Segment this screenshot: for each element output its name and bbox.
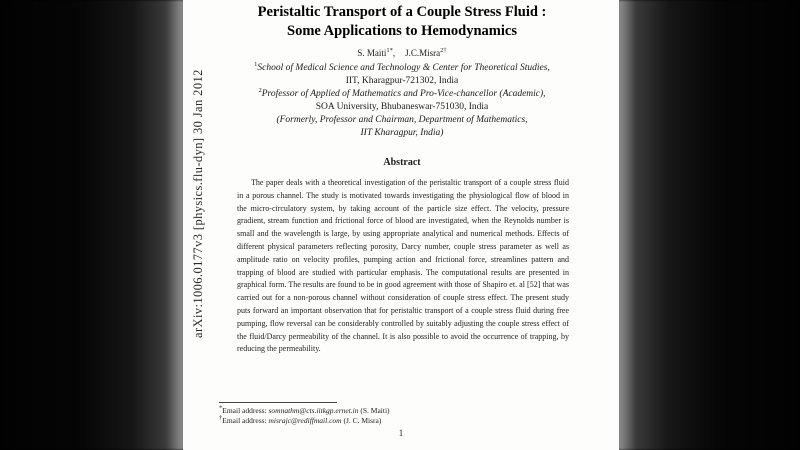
footnote-2-marker: †: [219, 414, 223, 421]
affiliation-2-line-1: $^2$Professor of Applied of Mathematics and Pro-Vice-chancellor (Academic),: [258, 86, 546, 99]
page-number: 1: [398, 428, 404, 438]
affiliation-1-line-1: $^1$School of Medical Science and Technology & Center for Theoretical Studies,: [254, 60, 550, 73]
footnote-2: †Email address: misrajc@rediffmail.com (J. C. Misra): [219, 414, 382, 425]
affiliation-1-line-2: IIT, Kharagpur-721302, India: [345, 76, 459, 86]
arxiv-sidebar-stamp: arXiv:1006.0177v3 [physics.flu-dyn] 30 Jan 2012: [191, 69, 205, 338]
affiliations-block: [219, 62, 585, 140]
dark-backdrop-right: [618, 0, 800, 450]
abstract-body: The paper deals with a theoretical investigation of the peristaltic transport of a couple stress fluid in a porous channel. The study is motivated towards investigating the physiological flow of blood in the micro-circulatory system, by taking account of the particle size effect. The velocity, pressure gradient, stream function and frictional force of blood are investigated, when the Reynolds number is small and the wavelength is large, by using appropriate analytical and numerical methods. Effects of different physical parameters reflecting porosity, Darcy number, couple stress parameter as well as amplitude ratio on velocity profiles, pumping action and frictional force, streamlines pattern and trapping of blood are studied with particular emphasis. The computational results are presented in graphical form. The results are found to be in good agreement with those of Shapiro et. al [52] that was carried out for a non-porous channel without consideration of couple stress effect. The present study puts forward an important observation that for peristaltic transport of a couple stress fluid during free pumping, flow reversal can be considerably controlled by suitably adjusting the couple stress effect of the fluid/Darcy permeability of the channel. It is also possible to avoid the occurrence of trapping, by reducing the permeability.: [237, 178, 569, 354]
footnote-2-email: misrajc@rediffmail.com: [268, 415, 342, 425]
affiliation-2-superscript: 2: [258, 86, 262, 94]
affiliation-2-line-2: SOA University, Bhubaneswar-751030, India: [315, 102, 489, 112]
footnote-block: [219, 402, 579, 425]
author-separator: ,: [392, 48, 396, 58]
footnote-2-author: (J. C. Misra): [341, 415, 382, 425]
paper-title: [219, 3, 585, 41]
paper-page: [183, 0, 619, 450]
footnote-1: *Email address: somnathm@cts.iitkgp.ernet.in (S. Maiti): [219, 404, 390, 415]
paper-content: [219, 0, 585, 450]
abstract-heading: Abstract: [383, 157, 421, 168]
paper-title-line-1: Peristaltic Transport of a Couple Stress Fluid :: [257, 4, 547, 20]
former-affiliation-line-1: (Formerly, Professor and Chairman, Department of Mathematics,: [276, 115, 528, 125]
author-1-superscript: 1*: [386, 47, 393, 54]
dark-backdrop-left: [0, 0, 184, 450]
affiliation-1-superscript: 1: [254, 60, 258, 68]
former-affiliation-line-2: IIT Kharagpur, India): [360, 128, 444, 138]
footnote-1-email: somnathm@cts.iitkgp.ernet.in: [268, 406, 359, 415]
footnote-1-marker: *: [219, 404, 223, 412]
author-2-superscript: 2†: [440, 47, 447, 54]
author-2: J.C.Misra$^{2\dagger}$: [405, 47, 447, 58]
authors-line: [219, 48, 585, 58]
author-1: S. Maiti$^{1*}$: [357, 47, 393, 58]
paper-title-line-2: Some Applications to Hemodynamics: [287, 23, 517, 39]
footnote-1-author: (S. Maiti): [358, 406, 390, 415]
footnote-rule: [219, 402, 337, 403]
